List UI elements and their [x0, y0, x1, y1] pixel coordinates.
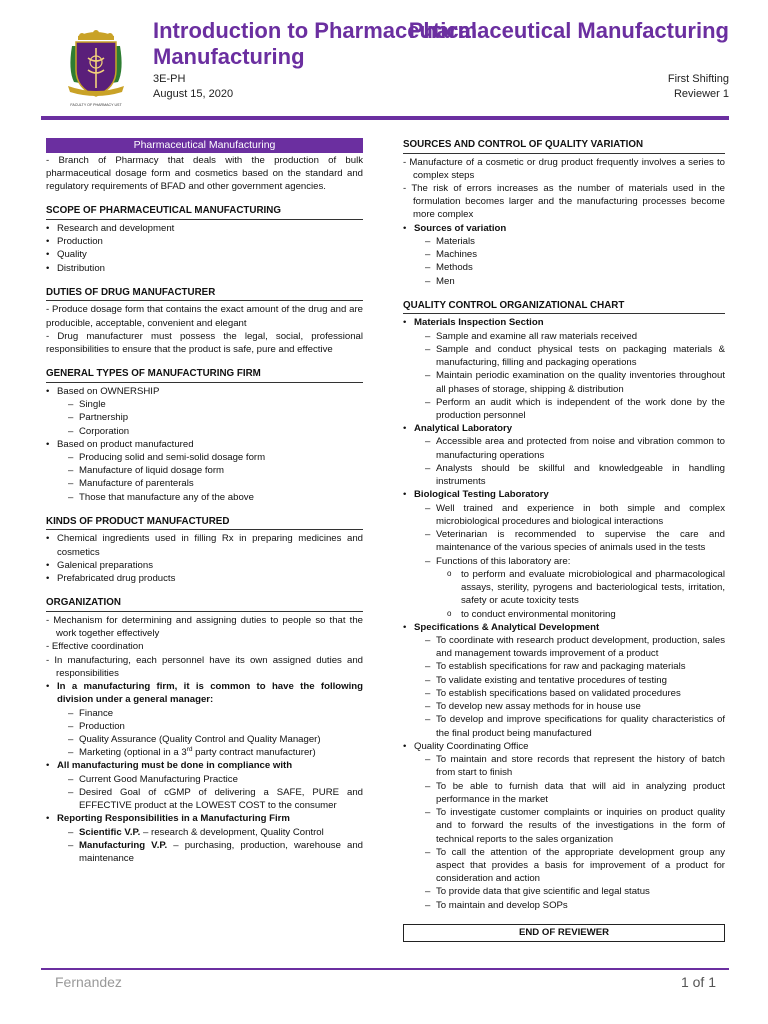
list-item: – To establish specifications for raw and packaging materials	[425, 660, 725, 673]
organization-paragraph-2: - Effective coordination	[46, 641, 144, 653]
list-item	[403, 621, 725, 740]
list-item: – Manufacture of parenterals	[68, 477, 363, 490]
sources-heading: SOURCES AND CONTROL OF QUALITY VARIATION	[403, 138, 725, 154]
subject-title: Pharmaceutical Manufacturing	[408, 18, 729, 43]
list-item: – Manufacture of liquid dosage form	[68, 464, 363, 477]
list-item: – Veterinarian is recommended to supervise the care and maintenance of the various species of animals used in the tests	[425, 528, 725, 554]
analytical-lab-label: Analytical Laboratory	[414, 423, 513, 435]
biological-lab-sublist	[414, 502, 725, 621]
general-types-list	[46, 385, 363, 504]
kinds-heading: KINDS OF PRODUCT MANUFACTURED	[46, 515, 363, 531]
list-item: – Current Good Manufacturing Practice	[68, 773, 363, 786]
manufacturing-vp-text: – purchasing, production, warehouse and maintenance	[79, 839, 364, 865]
reporting-label: Reporting Responsibilities in a Manufacturing Firm	[57, 813, 290, 825]
list-item: • Quality	[46, 248, 363, 261]
intro-paragraph: - Branch of Pharmacy that deals with the production of bulk pharmaceutical dosage form and cosmetics based on the standard and regulatory requirements of BFAD and other government agencies.	[46, 154, 363, 193]
duties-paragraph-2: - Drug manufacturer must possess the legal, social, professional responsibilities to ensure that the product is safe, pure and effective	[46, 330, 363, 356]
product-sublist	[57, 451, 363, 504]
list-item: – Accessible area and protected from noise and vibration common to manufacturing operations	[425, 435, 725, 461]
reporting-sublist	[57, 826, 363, 866]
list-item: – Materials	[425, 235, 725, 248]
functions-label: Functions of this laboratory are:	[436, 555, 571, 567]
list-item: • Production	[46, 235, 363, 248]
list-item: – To investigate customer complaints or inquiries on product quality and to forward the results of the investigations in the form of technical reports to the sales organization	[425, 806, 725, 846]
scientific-vp-text: – research & development, Quality Control	[140, 826, 324, 838]
biological-lab-label: Biological Testing Laboratory	[414, 489, 549, 501]
shifting-block	[668, 72, 729, 101]
list-item: o to conduct environmental monitoring	[447, 608, 725, 621]
footer-author: Fernandez	[55, 974, 122, 990]
list-item: – To develop and improve specifications for quality characteristics of the final product being manufactured	[425, 713, 725, 739]
list-item	[46, 812, 363, 865]
footer-divider	[41, 968, 729, 970]
list-item: – To coordinate with research product development, production, sales and management towards improvement of a product	[425, 634, 725, 660]
document-date: August 15, 2020	[153, 87, 234, 100]
list-item: – To provide data that give scientific and legal status	[425, 885, 725, 898]
organization-heading: ORGANIZATION	[46, 596, 363, 612]
left-column	[46, 138, 363, 865]
list-item: • Research and development	[46, 222, 363, 235]
list-item	[68, 746, 363, 759]
scope-heading: SCOPE OF PHARMACEUTICAL MANUFACTURING	[46, 204, 363, 220]
header-divider	[41, 116, 729, 120]
list-item: – To be able to furnish data that will aid in analyzing product performance in the market	[425, 780, 725, 806]
variation-label: Sources of variation	[414, 222, 507, 234]
qc-list	[403, 316, 725, 912]
list-item: o to perform and evaluate microbiological and pharmacological assays, sterility, pyrogens and bacteriological tests, irritation, safety or acute toxicity tests	[447, 568, 725, 608]
organization-paragraph-3: - In manufacturing, each personnel have its own assigned duties and responsibilities	[46, 654, 363, 679]
manufacturing-vp-label: Manufacturing V.P.	[79, 839, 168, 851]
list-item: – To call the attention of the appropriate development group any aspect that provides a basis for improvement of a product for consideration and action	[425, 846, 725, 886]
compliance-sublist	[57, 773, 363, 813]
svg-text:FACULTY OF PHARMACY UST: FACULTY OF PHARMACY UST	[70, 103, 122, 107]
list-item	[425, 555, 725, 621]
sources-paragraph-1: - Manufacture of a cosmetic or drug product frequently involves a series to complex steps	[403, 156, 725, 181]
functions-sublist	[425, 568, 725, 621]
course-code: 3E-PH	[153, 73, 186, 85]
list-item: – Single	[68, 398, 363, 411]
list-item	[46, 438, 363, 504]
duties-paragraph-1: - Produce dosage form that contains the exact amount of the drug and are producible, acceptable, convenient and elegant	[46, 304, 363, 329]
section-banner: Pharmaceutical Manufacturing	[46, 138, 363, 153]
organization-list	[46, 680, 363, 865]
compliance-label: All manufacturing must be done in compliance with	[57, 760, 293, 772]
list-item: • Prefabricated drug products	[46, 572, 363, 585]
variation-list	[403, 222, 725, 288]
variation-sublist	[414, 235, 725, 288]
list-item: – Maintain periodic examination on the quality inventories throughout all phases of storage, shipping & distribution	[425, 369, 725, 395]
list-item: – To establish specifications based on validated procedures	[425, 687, 725, 700]
end-of-reviewer-box: END OF REVIEWER	[403, 924, 725, 942]
page-number: 1 of 1	[680, 974, 716, 990]
list-item: – To maintain and develop SOPs	[425, 899, 725, 912]
marketing-text-end: party contract manufacturer)	[192, 747, 316, 759]
product-label: Based on product manufactured	[57, 438, 194, 450]
list-item: – Corporation	[68, 425, 363, 438]
list-item: – Well trained and experience in both simple and complex microbiological procedures and biological interactions	[425, 502, 725, 528]
document-title: Introduction to Pharmaceutical Manufacturing	[153, 18, 477, 69]
list-item: – Those that manufacture any of the above	[68, 491, 363, 504]
list-item	[403, 740, 725, 912]
list-item: – To maintain and store records that represent the history of batch from start to finish	[425, 753, 725, 779]
list-item: – Sample and examine all raw materials received	[425, 330, 725, 343]
reviewer-label: Reviewer 1	[673, 87, 729, 100]
specifications-sublist	[414, 634, 725, 740]
duties-heading: DUTIES OF DRUG MANUFACTURER	[46, 286, 363, 302]
sources-paragraph-2: - The risk of errors increases as the number of materials used in the formulation becomes larger and the manufacturing processes become more complex	[403, 182, 725, 221]
list-item	[46, 385, 363, 438]
university-seal-logo	[60, 30, 132, 108]
coordinating-office-label: Quality Coordinating Office	[414, 740, 529, 752]
list-item: – Producing solid and semi-solid dosage form	[68, 451, 363, 464]
coordinating-office-sublist	[414, 753, 725, 912]
list-item: – Men	[425, 275, 725, 288]
division-sublist	[57, 707, 363, 760]
list-item: – Methods	[425, 261, 725, 274]
organization-paragraph-1: - Mechanism for determining and assigning duties to people so that the work together effectively	[46, 614, 363, 640]
list-item	[68, 839, 363, 865]
list-item	[403, 222, 725, 288]
ownership-label: Based on OWNERSHIP	[57, 385, 160, 397]
ordinal-suffix: rd	[186, 746, 193, 754]
qc-chart-heading: QUALITY CONTROL ORGANIZATIONAL CHART	[403, 299, 725, 315]
list-item: – Quality Assurance (Quality Control and Quality Manager)	[68, 733, 363, 746]
list-item	[403, 488, 725, 620]
list-item	[403, 316, 725, 422]
course-date-block	[153, 72, 233, 101]
mis-label: Materials Inspection Section	[414, 317, 544, 329]
list-item	[403, 422, 725, 488]
division-label: In a manufacturing firm, it is common to have the following division under a general manager:	[57, 681, 363, 706]
list-item: – Partnership	[68, 411, 363, 424]
list-item: – To develop new assay methods for in house use	[425, 700, 725, 713]
list-item	[46, 680, 363, 759]
general-types-heading: GENERAL TYPES OF MANUFACTURING FIRM	[46, 367, 363, 383]
ownership-sublist	[57, 398, 363, 438]
list-item: • Distribution	[46, 262, 363, 275]
list-item: • Galenical preparations	[46, 559, 363, 572]
list-item: – Analysts should be skillful and knowledgeable in handling instruments	[425, 462, 725, 488]
specifications-label: Specifications & Analytical Development	[414, 621, 600, 633]
list-item: – Machines	[425, 248, 725, 261]
list-item: – Perform an audit which is independent of the work done by the production personnel	[425, 396, 725, 422]
list-item: – To validate existing and tentative procedures of testing	[425, 674, 725, 687]
marketing-text: Marketing (optional in a 3	[79, 747, 187, 759]
list-item: – Desired Goal of cGMP of delivering a SAFE, PURE and EFFECTIVE product at the LOWEST COST to the consumer	[68, 786, 363, 812]
scope-list	[46, 222, 363, 275]
list-item	[46, 759, 363, 812]
list-item: – Finance	[68, 707, 363, 720]
list-item: – Production	[68, 720, 363, 733]
mis-sublist	[414, 330, 725, 423]
list-item: • Chemical ingredients used in filling Rx in preparing medicines and cosmetics	[46, 532, 363, 558]
analytical-lab-sublist	[414, 435, 725, 488]
shifting-label: First Shifting	[667, 73, 729, 85]
kinds-list	[46, 532, 363, 585]
right-column	[403, 138, 725, 942]
scientific-vp-label: Scientific V.P.	[79, 826, 141, 838]
list-item	[68, 826, 363, 839]
list-item: – Sample and conduct physical tests on packaging materials & manufacturing, filling and packaging operations	[425, 343, 725, 369]
